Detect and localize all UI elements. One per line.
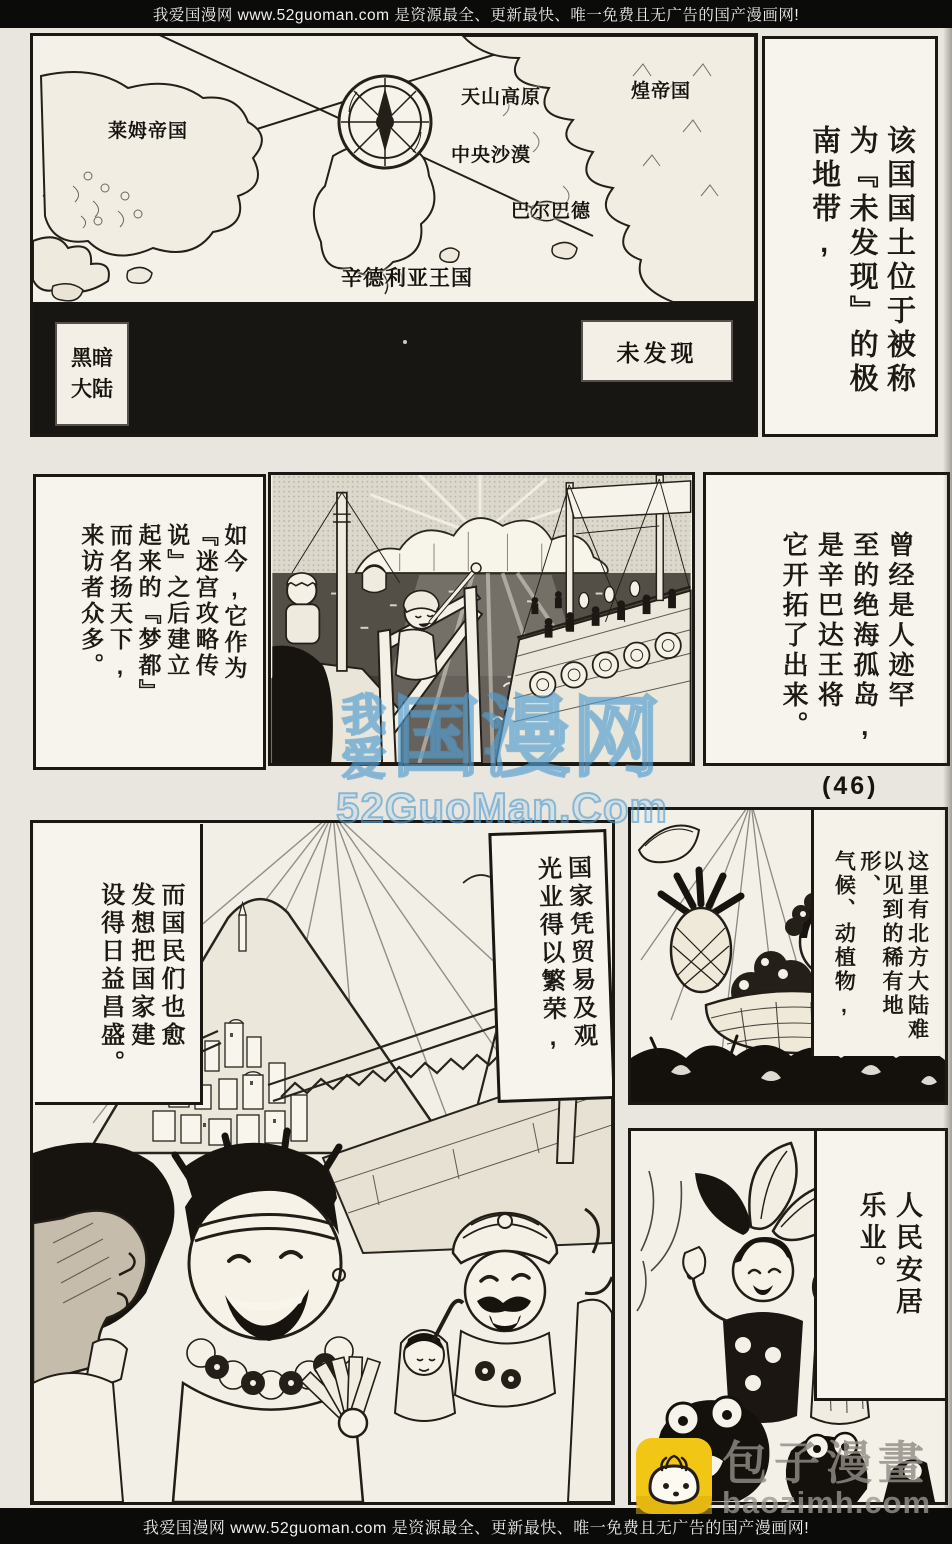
scan-edge-shadow	[943, 0, 952, 1544]
undiscovered-text: 未发现	[616, 339, 698, 366]
dialog-column: 为『未发现』的极	[845, 125, 878, 397]
harbor-scene-art	[271, 475, 692, 763]
baozi-watermark	[636, 1438, 931, 1520]
dialog-column: 以见到的稀有地形、	[857, 850, 903, 1018]
dark-continent-line1: 黑暗	[71, 346, 113, 370]
dialog-column: 发想把国家建	[126, 882, 154, 1050]
city-celebration-panel	[30, 820, 615, 1505]
dialog-column: 该国国土位于被称	[883, 125, 915, 397]
map-label-reim: 莱姆帝国	[108, 121, 189, 142]
dark-continent-strip	[33, 302, 755, 434]
dialog-column: 曾经是人迹罕	[885, 531, 915, 711]
map-label-tianshan: 天山高原	[461, 87, 542, 108]
dialog-column: 光业得以繁荣,	[532, 855, 567, 1056]
dialog-column: 来访者众多。	[78, 523, 105, 679]
map-panel	[30, 33, 758, 437]
dialog-column: 南地带,	[808, 125, 841, 264]
narration-now-panel	[33, 474, 266, 770]
dialog-column: 是辛巴达王将	[814, 531, 845, 711]
dialog-column: 人民安居	[892, 1191, 922, 1319]
dialog-column: 起来的『梦都』	[135, 523, 162, 705]
compass-rose-icon	[339, 76, 431, 168]
dialog-column: 而国民们也愈	[157, 882, 184, 1050]
harbor-scene-panel	[268, 472, 695, 766]
undiscovered-label	[581, 320, 733, 382]
dialog-column: 气候、动植物,	[832, 850, 856, 1020]
dialog-column: 这里有北方大陆难	[905, 850, 929, 1042]
baozi-domain: baozimh.com	[722, 1485, 932, 1520]
dialog-column: 乐业。	[855, 1191, 886, 1287]
dark-continent-line2: 大陆	[71, 378, 113, 401]
narration-people-box	[814, 1131, 945, 1401]
dark-continent-label	[55, 322, 129, 426]
page-number: (46)	[822, 772, 879, 800]
site-banner-top[interactable]	[0, 0, 952, 28]
dialog-column: 国家凭贸易及观	[563, 854, 597, 1052]
dialog-column: 如今,它作为	[221, 523, 248, 682]
dialog-column: 设得日益昌盛。	[96, 882, 124, 1078]
dialog-column: 而名扬天下,	[106, 523, 133, 682]
map-dot	[403, 340, 407, 344]
map-label-sindria: 辛德利亚王国	[341, 267, 473, 290]
map-label-kou: 煌帝国	[631, 81, 692, 102]
dialog-column: 『迷宫攻略传	[192, 523, 219, 679]
narration-history-panel	[703, 472, 950, 766]
map-label-balbadd: 巴尔巴德	[511, 201, 592, 222]
dialog-column: 至的绝海孤岛,	[849, 531, 880, 745]
site-banner-text: 我爱国漫网 www.52guoman.com 是资源最全、更新最快、唯一免费且无广告的国产漫画网!	[152, 7, 800, 24]
baozi-site-name: 包子漫畫	[722, 1437, 930, 1489]
dialog-column: 说』之后建立	[164, 523, 191, 679]
narration-intro-panel	[762, 36, 938, 437]
baozi-text-block	[722, 1438, 931, 1520]
dialog-column: 它开拓了出来。	[779, 531, 810, 741]
baozi-logo-icon	[636, 1438, 712, 1514]
narration-trade-box	[488, 829, 615, 1103]
narration-nature-box	[811, 810, 939, 1056]
nature-panel	[628, 807, 948, 1105]
narration-citizens-box	[35, 824, 203, 1105]
bun-mascot-icon	[636, 1438, 712, 1514]
site-banner-text: 我爱国漫网 www.52guoman.com 是资源最全、更新最快、唯一免费且无广告的国产漫画网!	[142, 1519, 810, 1537]
map-label-desert: 中央沙漠	[451, 145, 532, 166]
